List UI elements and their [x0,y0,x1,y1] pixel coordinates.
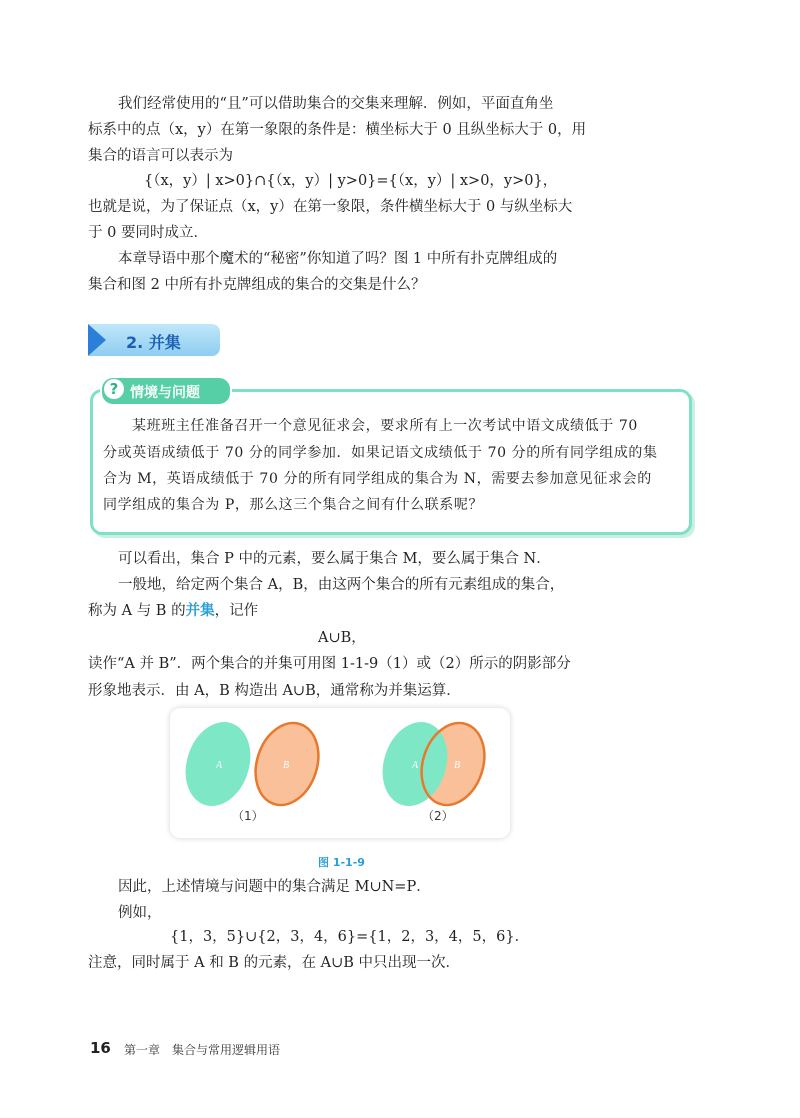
arrow-icon [88,324,106,356]
figure-label-2: （2） [422,809,454,823]
body-line-4: 读作“A 并 B”．两个集合的并集可用图 1-1-9（1）或（2）所示的阴影部分 [88,656,571,672]
scenario-tag-label: 情境与问题 [130,385,200,401]
section-header-union [88,324,220,356]
intro-line-4: 也就是说，为了保证点（x，y）在第一象限，条件横坐标大于 0 与纵坐标大 [88,199,573,215]
body-line-3-pre: 称为 A 与 B 的 [88,603,186,619]
venn-disjoint [176,715,328,813]
page-number: 16 [90,1039,111,1057]
chapter-title: 第一章 集合与常用逻辑用语 [124,1043,281,1057]
set-a-label-2: A [412,760,419,771]
question-icon: ? [104,379,124,399]
body-line-2: 一般地，给定两个集合 A，B，由这两个集合的所有元素组成的集合， [118,577,565,593]
scenario-line-3: 合为 M，英语成绩低于 70 分的所有同学组成的集合为 N，需要去参加意见征求会的 [103,471,652,487]
intro-line-1: 我们经常使用的“且”可以借助集合的交集来理解．例如，平面直角坐 [118,96,554,112]
set-b-label-1: B [283,760,290,771]
union-formula: A∪B， [318,630,366,646]
venn-overlap [373,715,494,813]
figure-card [170,708,510,838]
intro-line-6: 本章导语中那个魔术的“秘密”你知道了吗？图 1 中所有扑克牌组成的 [118,251,558,267]
scenario-line-2: 分或英语成绩低于 70 分的同学参加．如果记语文成绩低于 70 分的所有同学组成的集 [103,445,658,461]
set-a-label-1: A [216,760,223,771]
set-b-label-2: B [454,760,461,771]
intro-line-2: 标系中的点（x，y）在第一象限的条件是：横坐标大于 0 且纵坐标大于 0，用 [88,122,587,138]
scenario-line-1: 某班班主任准备召开一个意见征求会，要求所有上一次考试中语文成绩低于 70 [132,418,638,434]
figure-caption: 图 1-1-9 [318,856,365,869]
union-term: 并集 [185,602,215,619]
body-line-3 [88,604,258,619]
section-title: 2. 并集 [126,333,181,352]
after-line-1: 因此，上述情境与问题中的集合满足 M∪N=P． [118,879,431,895]
intro-line-5: 于 0 要同时成立． [88,225,208,241]
venn-diagrams [170,708,510,838]
after-line-2: 例如， [118,905,162,921]
example-formula: {1，3，5}∪{2，3，4，6}={1，2，3，4，5，6}． [170,929,530,945]
scenario-tag [100,376,232,406]
after-line-3: 注意，同时属于 A 和 B 的元素，在 A∪B 中只出现一次． [88,955,461,971]
body-line-5: 形象地表示．由 A，B 构造出 A∪B，通常称为并集运算． [88,683,461,699]
intro-line-3: 集合的语言可以表示为 [88,148,233,164]
body-line-3-post: ，记作 [214,603,259,619]
scenario-line-4: 同学组成的集合为 P，那么这三个集合之间有什么联系呢？ [103,497,484,513]
body-line-1: 可以看出，集合 P 中的元素，要么属于集合 M，要么属于集合 N． [118,551,551,567]
intro-formula: {（x，y）| x>0}∩{（x，y）| y>0}={（x，y）| x>0，y>0}， [144,173,558,189]
scenario-box [90,389,692,535]
figure-label-1: （1） [232,809,264,823]
intro-line-7: 集合和图 2 中所有扑克牌组成的集合的交集是什么？ [88,277,426,293]
